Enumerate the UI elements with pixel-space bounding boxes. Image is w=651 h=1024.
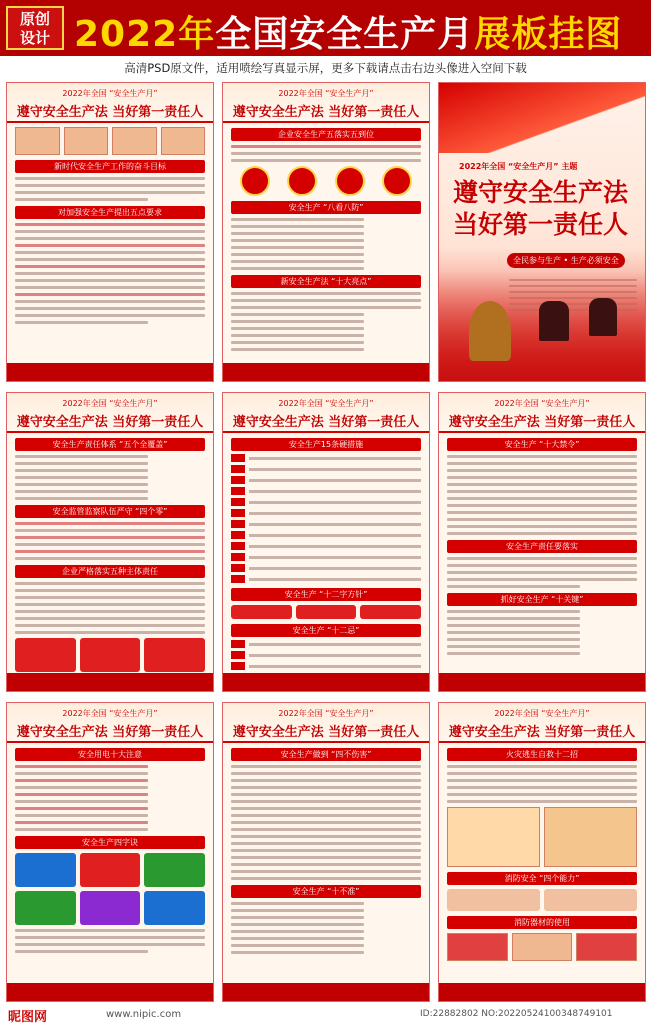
poster-panel-1[interactable] bbox=[6, 82, 214, 382]
panel-year-tag: 2022年全国 “安全生产月” bbox=[278, 709, 374, 718]
badge-line1: 原创 bbox=[19, 10, 50, 28]
section-heading: 安全用电十大注意 bbox=[15, 748, 205, 761]
poster-panel-cover[interactable] bbox=[438, 82, 646, 382]
worker-silhouette bbox=[539, 301, 569, 341]
section-heading: 安全生产 “十不准” bbox=[231, 885, 421, 898]
section-heading: 企业严格落实五种主体责任 bbox=[15, 565, 205, 578]
panel-title: 遵守安全生产法 当好第一责任人 bbox=[16, 415, 204, 430]
panel-title: 遵守安全生产法 当好第一责任人 bbox=[232, 725, 420, 740]
section-heading: 新安全生产法 “十大亮点” bbox=[231, 275, 421, 288]
title-tail: 展板挂图 bbox=[474, 14, 623, 55]
poster-panel-2[interactable] bbox=[222, 82, 430, 382]
poster-panel-7[interactable] bbox=[6, 702, 214, 1002]
watermark-logo: 昵图网 bbox=[8, 1010, 48, 1024]
poster-panel-4[interactable] bbox=[6, 392, 214, 692]
panel-title: 遵守安全生产法 当好第一责任人 bbox=[16, 725, 204, 740]
section-heading: 对加强安全生产提出五点要求 bbox=[15, 206, 205, 219]
poster-panel-9[interactable] bbox=[438, 702, 646, 1002]
panel-year-tag: 2022年全国 “安全生产月” bbox=[278, 89, 374, 98]
cover-slogan: 全民参与生产 • 生产必须安全 bbox=[507, 253, 625, 268]
title-year: 2022年 bbox=[74, 14, 216, 55]
section-heading: 安全生产责任体系 “五个全覆盖” bbox=[15, 438, 205, 451]
section-heading: 企业安全生产五落实五到位 bbox=[231, 128, 421, 141]
cover-title-line1: 遵守安全生产法 bbox=[453, 178, 629, 207]
original-design-badge bbox=[6, 6, 64, 50]
panel-year-tag: 2022年全国 “安全生产月” bbox=[62, 399, 158, 408]
section-heading: 安全生产15条硬措施 bbox=[231, 438, 421, 451]
cover-title bbox=[453, 177, 628, 241]
panel-year-tag: 2022年全国 “安全生产月” bbox=[62, 89, 158, 98]
watermark-id: ID:22882802 NO:20220524100348749101 bbox=[420, 1009, 613, 1019]
panel-title: 遵守安全生产法 当好第一责任人 bbox=[448, 725, 636, 740]
panel-title: 遵守安全生产法 当好第一责任人 bbox=[232, 415, 420, 430]
cover-year-tag: 2022年全国 “安全生产月” 主题 bbox=[459, 162, 578, 171]
section-heading: 安全生产 “八看八防” bbox=[231, 201, 421, 214]
section-heading: 抓好安全生产 “十关键” bbox=[447, 593, 637, 606]
panel-year-tag: 2022年全国 “安全生产月” bbox=[62, 709, 158, 718]
section-heading: 安全生产做到 “四不伤害” bbox=[231, 748, 421, 761]
section-heading: 安全生产责任要落实 bbox=[447, 540, 637, 553]
section-heading: 安全生产四字诀 bbox=[15, 836, 205, 849]
panel-title: 遵守安全生产法 当好第一责任人 bbox=[232, 105, 420, 120]
section-heading: 火灾逃生自救十二招 bbox=[447, 748, 637, 761]
section-heading: 安全生产 “十二忌” bbox=[231, 624, 421, 637]
poster-panel-8[interactable] bbox=[222, 702, 430, 1002]
panel-year-tag: 2022年全国 “安全生产月” bbox=[494, 399, 590, 408]
poster-panel-6[interactable] bbox=[438, 392, 646, 692]
section-heading: 安全监管监察队伍严守 “四个零” bbox=[15, 505, 205, 518]
poster-panel-5[interactable] bbox=[222, 392, 430, 692]
page-subtitle: 高清PSD原文件，适用喷绘写真显示屏，更多下载请点击右边头像进入空间下载 bbox=[0, 56, 651, 80]
worker-silhouette bbox=[589, 298, 617, 336]
header-banner bbox=[0, 0, 651, 56]
panel-year-tag: 2022年全国 “安全生产月” bbox=[494, 709, 590, 718]
panel-year-tag: 2022年全国 “安全生产月” bbox=[278, 399, 374, 408]
panel-title: 遵守安全生产法 当好第一责任人 bbox=[448, 415, 636, 430]
page-title bbox=[74, 6, 622, 57]
panel-title: 遵守安全生产法 当好第一责任人 bbox=[16, 105, 204, 120]
poster-grid bbox=[6, 82, 646, 1004]
title-event: 全国安全生产月 bbox=[215, 14, 475, 55]
stone-lion-image bbox=[469, 301, 511, 361]
section-heading: 消防器材的使用 bbox=[447, 916, 637, 929]
photo-strip bbox=[15, 127, 205, 155]
section-heading: 安全生产 “十大禁令” bbox=[447, 438, 637, 451]
section-heading: 消防安全 “四个能力” bbox=[447, 872, 637, 885]
watermark-url: www.nipic.com bbox=[106, 1009, 182, 1020]
cover-title-line2: 当好第一责任人 bbox=[453, 210, 629, 239]
section-heading: 新时代安全生产工作的奋斗目标 bbox=[15, 160, 205, 173]
watermark-bar bbox=[0, 1004, 651, 1024]
section-heading: 安全生产 “十二字方针” bbox=[231, 588, 421, 601]
five-circles bbox=[231, 166, 421, 196]
badge-line2: 设计 bbox=[19, 29, 50, 47]
